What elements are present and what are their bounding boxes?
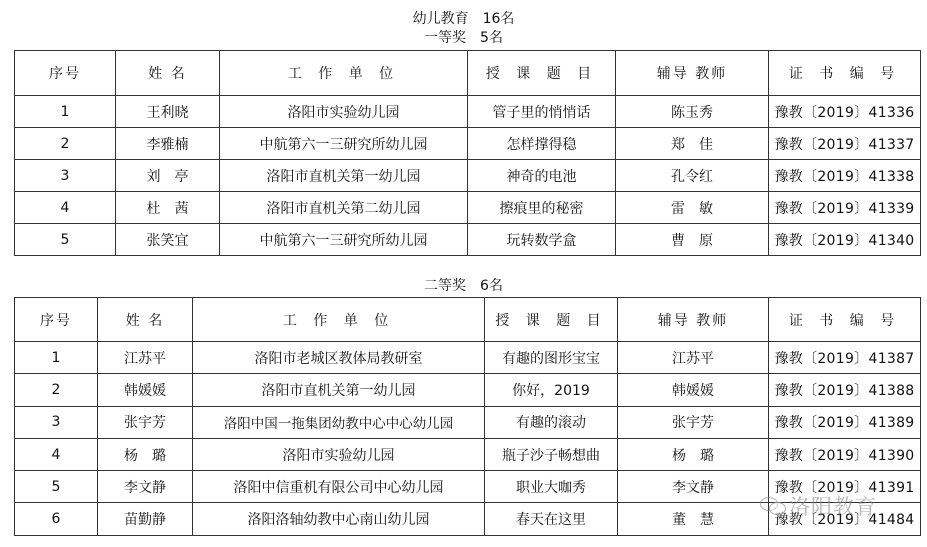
cell-tutor: 雷 敏 xyxy=(616,192,769,224)
cell-name: 张宇芳 xyxy=(98,406,193,438)
cell-name: 刘 亭 xyxy=(116,160,220,192)
watermark-text: 洛阳教育 xyxy=(789,495,877,519)
section-title-text: 一等奖 5名 xyxy=(424,30,503,46)
cell-certificate-no: 豫教〔2019〕41389 xyxy=(769,406,921,438)
cell-name: 李文静 xyxy=(98,471,193,503)
table-header-row xyxy=(15,51,921,96)
cell-name: 李雅楠 xyxy=(116,128,220,160)
cell-lesson-title: 春天在这里 xyxy=(485,503,618,535)
cell-name: 韩媛媛 xyxy=(98,374,193,406)
cell-name: 张笑宜 xyxy=(116,224,220,256)
cell-work-unit: 中航第六一三研究所幼儿园 xyxy=(220,224,468,256)
cell-tutor: 韩媛媛 xyxy=(618,374,769,406)
cell-tutor: 李文静 xyxy=(618,471,769,503)
cell-tutor: 陈玉秀 xyxy=(616,96,769,128)
header-work-unit: 工 作 单 位 xyxy=(220,51,468,96)
table-header-row xyxy=(15,298,921,342)
cell-tutor: 董 慧 xyxy=(618,503,769,535)
cell-certificate-no: 豫教〔2019〕41337 xyxy=(769,128,921,160)
cell-lesson-title: 神奇的电池 xyxy=(468,160,616,192)
cell-work-unit: 洛阳洛轴幼教中心南山幼儿园 xyxy=(193,503,485,535)
cell-work-unit: 洛阳中国一拖集团幼教中心中心幼儿园 xyxy=(193,406,485,438)
section-title-text: 二等奖 6名 xyxy=(424,278,503,294)
cell-name: 江苏平 xyxy=(98,342,193,374)
section-title-first-prize xyxy=(0,30,927,46)
table-row xyxy=(15,192,921,224)
header-lesson-title: 授 课 题 目 xyxy=(485,298,618,342)
cell-lesson-title: 怎样撑得稳 xyxy=(468,128,616,160)
header-name: 姓 名 xyxy=(116,51,220,96)
cell-index: 5 xyxy=(15,224,116,256)
cell-work-unit: 洛阳市直机关第二幼儿园 xyxy=(220,192,468,224)
table-row xyxy=(15,438,921,470)
table-row xyxy=(15,471,921,503)
cell-index: 1 xyxy=(15,96,116,128)
cell-tutor: 郑 佳 xyxy=(616,128,769,160)
cell-lesson-title: 有趣的滚动 xyxy=(485,406,618,438)
cell-name: 王利晓 xyxy=(116,96,220,128)
cell-index: 3 xyxy=(15,406,98,438)
cell-lesson-title: 你好，2019 xyxy=(485,374,618,406)
header-name: 姓 名 xyxy=(98,298,193,342)
table-row xyxy=(15,503,921,535)
table-row xyxy=(15,406,921,438)
header-lesson-title: 授 课 题 目 xyxy=(468,51,616,96)
cell-work-unit: 洛阳市实验幼儿园 xyxy=(193,438,485,470)
cell-work-unit: 洛阳市直机关第一幼儿园 xyxy=(220,160,468,192)
table-row xyxy=(15,160,921,192)
section-title-second-prize xyxy=(0,278,927,294)
cell-index: 2 xyxy=(15,374,98,406)
cell-index: 4 xyxy=(15,438,98,470)
cell-index: 1 xyxy=(15,342,98,374)
table-row xyxy=(15,224,921,256)
cell-certificate-no: 豫教〔2019〕41390 xyxy=(769,438,921,470)
cell-index: 5 xyxy=(15,471,98,503)
second-prize-table xyxy=(14,297,921,536)
cell-index: 3 xyxy=(15,160,116,192)
category-title xyxy=(0,11,927,27)
header-tutor: 辅导 教师 xyxy=(616,51,769,96)
header-index: 序号 xyxy=(15,298,98,342)
cell-lesson-title: 瓶子沙子畅想曲 xyxy=(485,438,618,470)
cell-tutor: 张宇芳 xyxy=(618,406,769,438)
cell-lesson-title: 玩转数学盒 xyxy=(468,224,616,256)
cell-tutor: 杨 璐 xyxy=(618,438,769,470)
cell-certificate-no: 豫教〔2019〕41338 xyxy=(769,160,921,192)
cell-lesson-title: 擦痕里的秘密 xyxy=(468,192,616,224)
cell-tutor: 曹 原 xyxy=(616,224,769,256)
first-prize-table xyxy=(14,50,921,256)
table-row xyxy=(15,342,921,374)
cell-lesson-title: 有趣的图形宝宝 xyxy=(485,342,618,374)
cell-tutor: 江苏平 xyxy=(618,342,769,374)
cell-work-unit: 洛阳市实验幼儿园 xyxy=(220,96,468,128)
cell-work-unit: 洛阳市直机关第一幼儿园 xyxy=(193,374,485,406)
cell-index: 6 xyxy=(15,503,98,535)
cell-certificate-no: 豫教〔2019〕41388 xyxy=(769,374,921,406)
cell-name: 杜 茜 xyxy=(116,192,220,224)
cell-certificate-no: 豫教〔2019〕41336 xyxy=(769,96,921,128)
cell-name: 苗勤静 xyxy=(98,503,193,535)
cell-index: 2 xyxy=(15,128,116,160)
cell-certificate-no: 豫教〔2019〕41339 xyxy=(769,192,921,224)
cell-certificate-no: 豫教〔2019〕41340 xyxy=(769,224,921,256)
cell-lesson-title: 管子里的悄悄话 xyxy=(468,96,616,128)
category-title-text: 幼儿教育 16名 xyxy=(412,11,515,27)
cell-work-unit: 中航第六一三研究所幼儿园 xyxy=(220,128,468,160)
header-work-unit: 工 作 单 位 xyxy=(193,298,485,342)
cell-certificate-no: 豫教〔2019〕41484 xyxy=(769,503,921,535)
header-certificate-no: 证 书 编 号 xyxy=(769,298,921,342)
cell-work-unit: 洛阳中信重机有限公司中心幼儿园 xyxy=(193,471,485,503)
table-row xyxy=(15,374,921,406)
header-tutor: 辅导 教师 xyxy=(618,298,769,342)
cell-work-unit: 洛阳市老城区教体局教研室 xyxy=(193,342,485,374)
header-index: 序号 xyxy=(15,51,116,96)
cell-certificate-no: 豫教〔2019〕41391 xyxy=(769,471,921,503)
cell-name: 杨 璐 xyxy=(98,438,193,470)
cell-tutor: 孔令红 xyxy=(616,160,769,192)
cell-lesson-title: 职业大咖秀 xyxy=(485,471,618,503)
header-certificate-no: 证 书 编 号 xyxy=(769,51,921,96)
table-row xyxy=(15,128,921,160)
table-row xyxy=(15,96,921,128)
cell-certificate-no: 豫教〔2019〕41387 xyxy=(769,342,921,374)
cell-index: 4 xyxy=(15,192,116,224)
